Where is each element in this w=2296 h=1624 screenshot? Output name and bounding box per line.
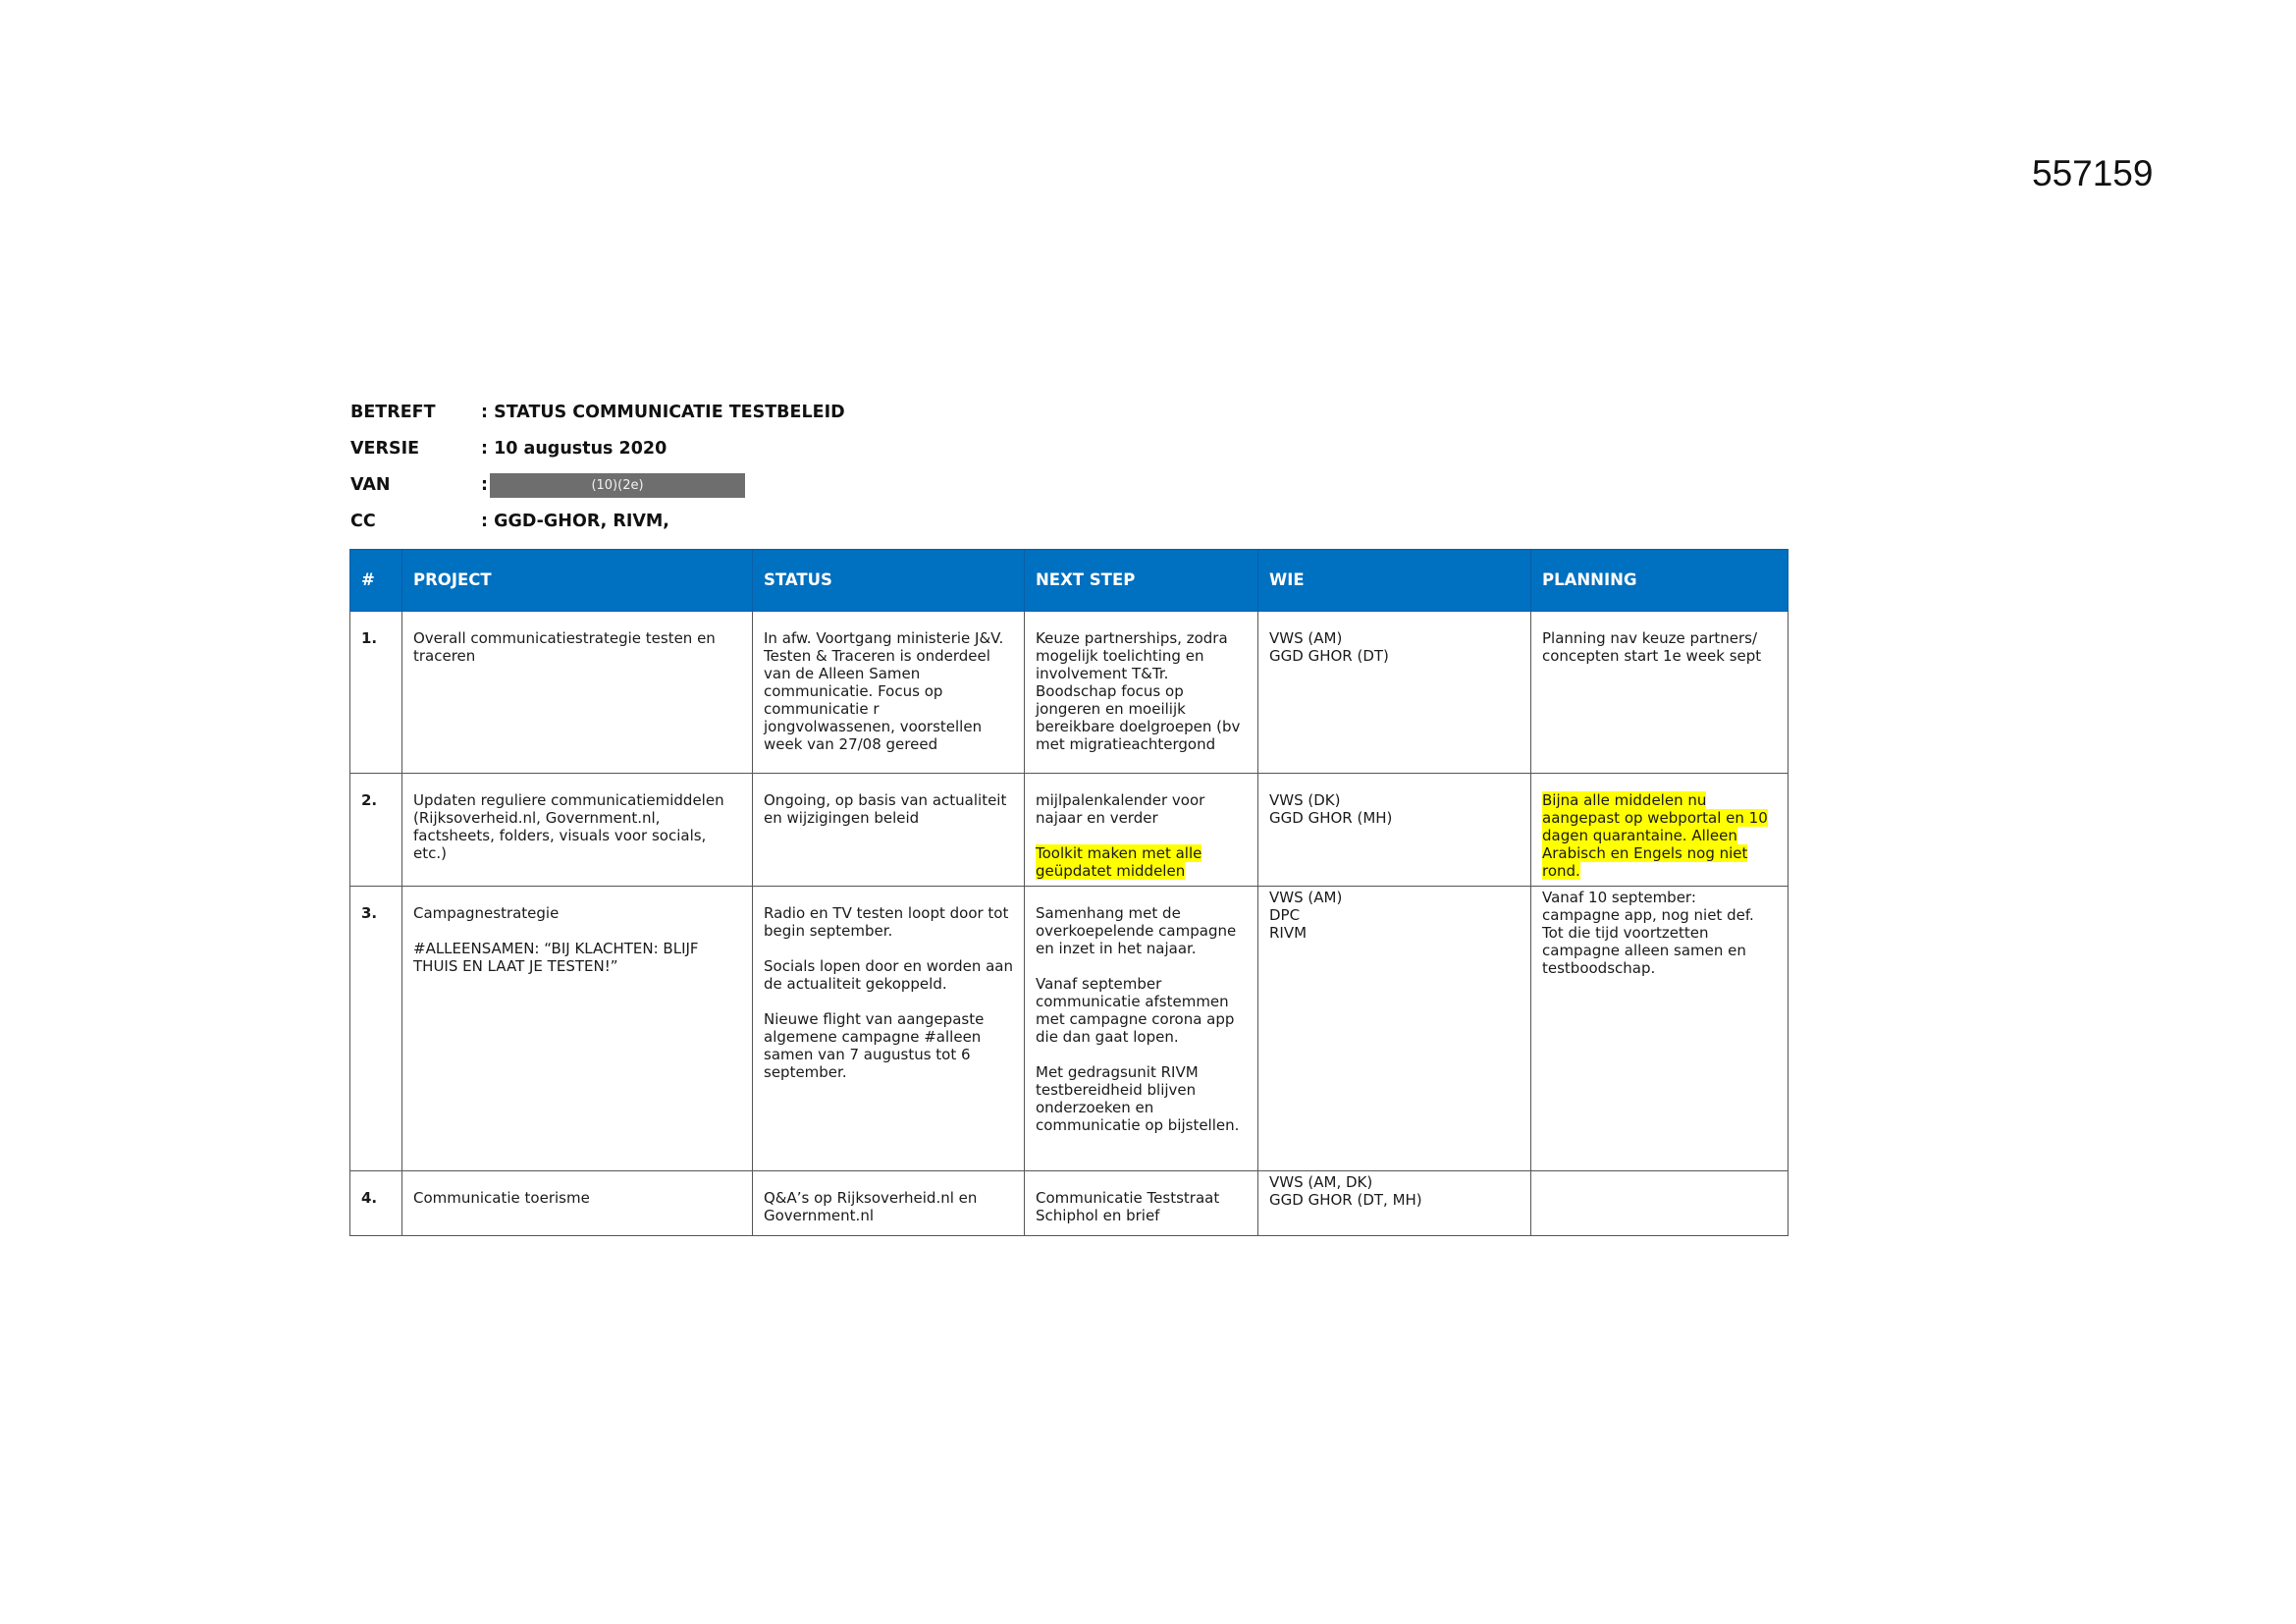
header-planning: PLANNING [1531, 550, 1789, 612]
status-cell: Q&A’s op Rijksoverheid.nl en Government.nl [753, 1171, 1025, 1236]
next-step-cell: Samenhang met de overkoepelende campagne en inzet in het najaar. Vanaf september communicatie afstemmen met campagne corona app die dan gaat lopen. Met gedragsunit RIVM testbereidheid blijven onderzoeken en communicatie op bijstellen. [1025, 887, 1258, 1171]
row-number: 4. [350, 1171, 402, 1236]
planning-cell: Vanaf 10 september: campagne app, nog niet def. Tot die tijd voortzetten campagne alleen samen en testboodschap. [1531, 887, 1789, 1171]
project-cell: Updaten reguliere communicatiemiddelen (Rijksoverheid.nl, Government.nl, factsheets, folders, visuals voor socials, etc.) [402, 774, 753, 887]
header-wie: WIE [1258, 550, 1531, 612]
row-number: 3. [350, 887, 402, 1171]
wie-cell: VWS (AM) DPC RIVM [1258, 887, 1531, 1171]
header-project: PROJECT [402, 550, 753, 612]
table-row [350, 1171, 1789, 1236]
header-status: STATUS [753, 550, 1025, 612]
next-step-cell [1025, 774, 1258, 887]
next-step-cell: Communicatie Teststraat Schiphol en brief [1025, 1171, 1258, 1236]
meta-label: BETREFT [350, 403, 436, 422]
meta-label: CC [350, 512, 376, 531]
document-number: 557159 [2032, 153, 2154, 193]
meta-label: VAN [350, 475, 391, 495]
meta-value: : GGD-GHOR, RIVM, [481, 512, 669, 531]
planning-cell: Planning nav keuze partners/ concepten start 1e week sept [1531, 612, 1789, 774]
wie-cell: VWS (DK) GGD GHOR (MH) [1258, 774, 1531, 887]
highlighted-text: Toolkit maken met alle geüpdatet middelen [1036, 844, 1202, 880]
meta-label: VERSIE [350, 439, 420, 459]
status-table [349, 549, 1789, 1236]
status-cell: Radio en TV testen loopt door tot begin september. Socials lopen door en worden aan de actualiteit gekoppeld. Nieuwe flight van aangepaste algemene campagne #alleen samen van 7 augustus tot 6 september. [753, 887, 1025, 1171]
header-number: # [350, 550, 402, 612]
meta-value-van [481, 473, 745, 498]
row-number: 1. [350, 612, 402, 774]
table-header-row [350, 550, 1789, 612]
planning-cell [1531, 1171, 1789, 1236]
table-row [350, 774, 1789, 887]
header-next-step: NEXT STEP [1025, 550, 1258, 612]
highlighted-text: Bijna alle middelen nu aangepast op webportal en 10 dagen quarantaine. Alleen Arabisch en Engels nog niet rond. [1542, 791, 1768, 880]
meta-colon: : [481, 475, 488, 495]
project-cell: Campagnestrategie #ALLEENSAMEN: “BIJ KLACHTEN: BLIJF THUIS EN LAAT JE TESTEN!” [402, 887, 753, 1171]
meta-value: : STATUS COMMUNICATIE TESTBELEID [481, 403, 845, 422]
wie-cell: VWS (AM, DK) GGD GHOR (DT, MH) [1258, 1171, 1531, 1236]
table-row [350, 887, 1789, 1171]
status-cell: In afw. Voortgang ministerie J&V. Testen & Traceren is onderdeel van de Alleen Samen communicatie. Focus op communicatie r jongvolwassenen, voorstellen week van 27/08 gereed [753, 612, 1025, 774]
meta-value: : 10 augustus 2020 [481, 439, 667, 459]
status-cell: Ongoing, op basis van actualiteit en wijzigingen beleid [753, 774, 1025, 887]
redaction-box: (10)(2e) [490, 473, 745, 498]
row-number: 2. [350, 774, 402, 887]
next-step-cell: Keuze partnerships, zodra mogelijk toelichting en involvement T&Tr. Boodschap focus op jongeren en moeilijk bereikbare doelgroepen (bv met migratieachtergond [1025, 612, 1258, 774]
project-cell: Communicatie toerisme [402, 1171, 753, 1236]
planning-cell [1531, 774, 1789, 887]
table-row [350, 612, 1789, 774]
project-cell: Overall communicatiestrategie testen en traceren [402, 612, 753, 774]
next-step-text: mijlpalenkalender voor najaar en verder [1036, 791, 1205, 827]
wie-cell: VWS (AM) GGD GHOR (DT) [1258, 612, 1531, 774]
